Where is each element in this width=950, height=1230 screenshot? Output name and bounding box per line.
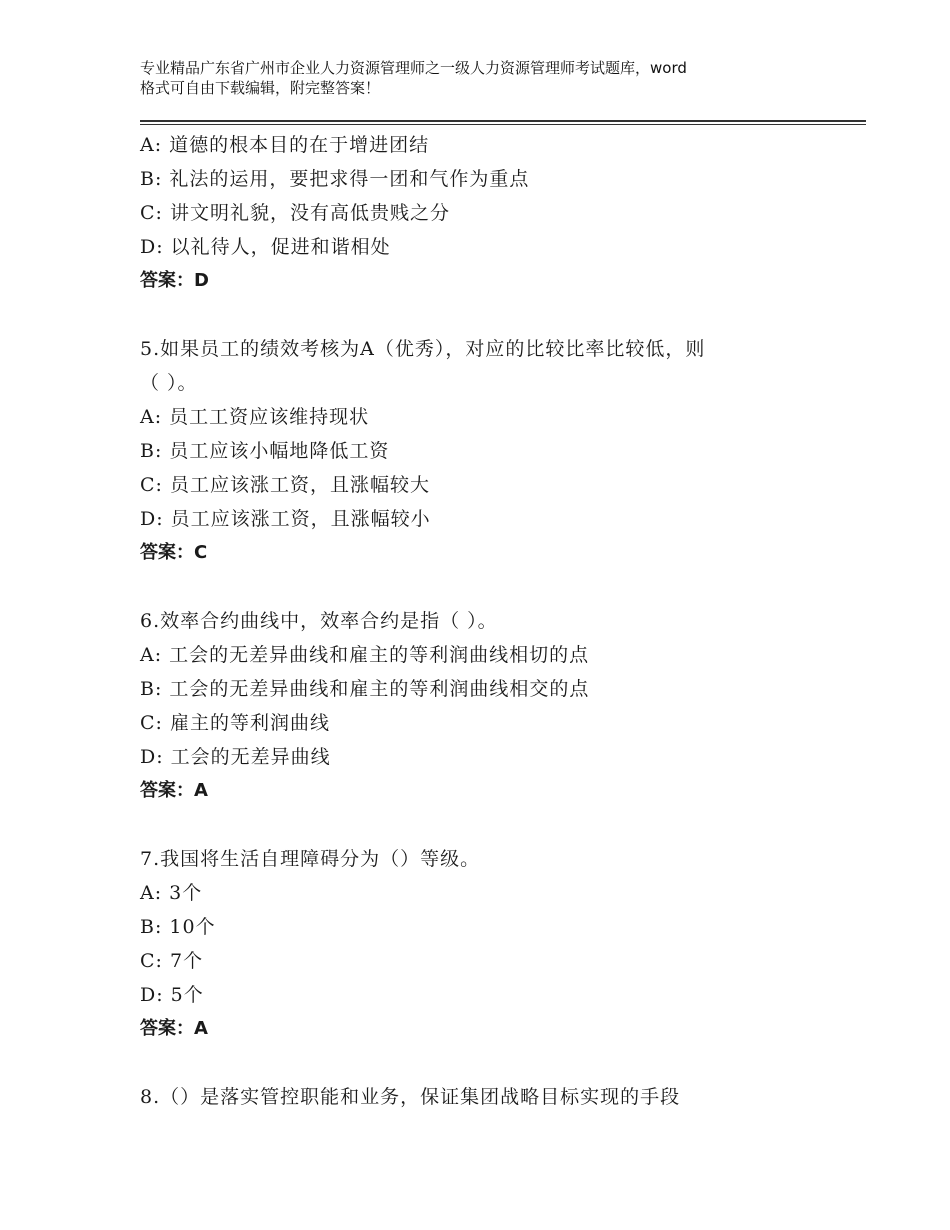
spacer — [140, 298, 860, 332]
answer: 答案：A — [140, 780, 208, 801]
option-d: D: 5个 — [140, 984, 204, 1006]
option-c: C: 讲文明礼貌，没有高低贵贱之分 — [140, 202, 450, 224]
option-a: A: 3个 — [140, 882, 203, 904]
header-title-line-2: 格式可自由下载编辑，附完整答案！ — [140, 79, 381, 97]
header-rule-thin — [140, 124, 866, 125]
question-stem: 6.效率合约曲线中，效率合约是指（ ）。 — [140, 610, 498, 632]
option-b: B: 工会的无差异曲线和雇主的等利润曲线相交的点 — [140, 678, 590, 700]
question-stem: 5.如果员工的绩效考核为A（优秀），对应的比较比率比较低，则 — [140, 338, 706, 360]
option-d: D: 工会的无差异曲线 — [140, 746, 331, 768]
spacer — [140, 1046, 860, 1080]
header-title-line-1: 专业精品广东省广州市企业人力资源管理师之一级人力资源管理师考试题库，word — [140, 59, 687, 77]
option-d: D: 员工应该涨工资，且涨幅较小 — [140, 508, 431, 530]
option-c: C: 7个 — [140, 950, 204, 972]
answer: 答案：A — [140, 1018, 208, 1039]
document-body — [140, 128, 860, 1114]
option-b: B: 礼法的运用，要把求得一团和气作为重点 — [140, 168, 530, 190]
question-stem: 7.我国将生活自理障碍分为（）等级。 — [140, 848, 481, 870]
option-a: A: 员工工资应该维持现状 — [140, 406, 370, 428]
question-7 — [140, 842, 860, 1046]
question-8 — [140, 1080, 860, 1114]
question-5 — [140, 332, 860, 570]
question-6 — [140, 604, 860, 808]
document-header — [140, 58, 840, 98]
option-c: C: 雇主的等利润曲线 — [140, 712, 330, 734]
option-a: A: 工会的无差异曲线和雇主的等利润曲线相切的点 — [140, 644, 590, 666]
option-b: B: 员工应该小幅地降低工资 — [140, 440, 390, 462]
option-d: D: 以礼待人，促进和谐相处 — [140, 236, 391, 258]
answer: 答案：D — [140, 270, 209, 291]
header-rule-thick — [140, 120, 866, 122]
option-b: B: 10个 — [140, 916, 216, 938]
question-stem-continued: （ ）。 — [140, 372, 198, 394]
spacer — [140, 808, 860, 842]
question-stem: 8.（）是落实管控职能和业务，保证集团战略目标实现的手段 — [140, 1086, 681, 1108]
spacer — [140, 570, 860, 604]
option-c: C: 员工应该涨工资，且涨幅较大 — [140, 474, 430, 496]
answer: 答案：C — [140, 542, 208, 563]
option-a: A: 道德的根本目的在于增进团结 — [140, 134, 430, 156]
question-4 — [140, 128, 860, 298]
